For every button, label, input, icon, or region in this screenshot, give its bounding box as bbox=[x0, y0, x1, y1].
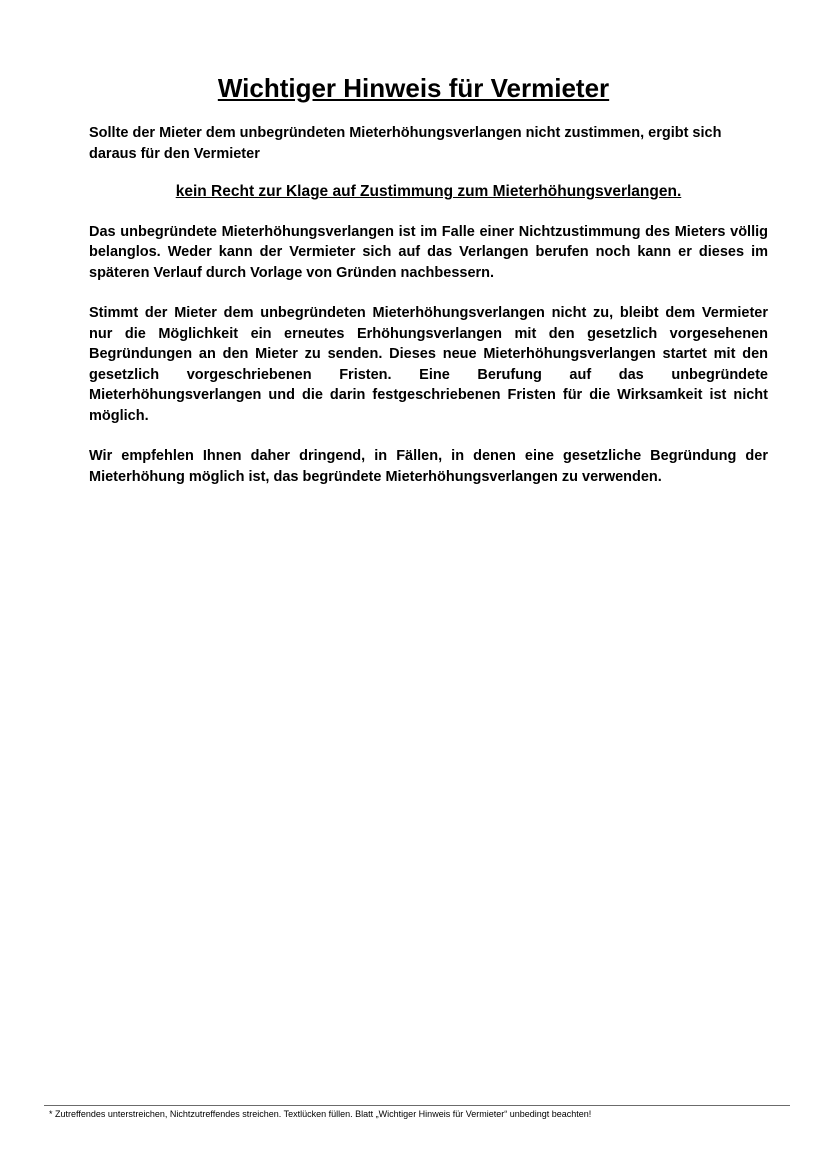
document-body bbox=[89, 123, 768, 507]
emphasis-statement: kein Recht zur Klage auf Zustimmung zum Mieterhöhungsverlangen. bbox=[175, 183, 682, 200]
page-title: Wichtiger Hinweis für Vermieter bbox=[217, 73, 610, 103]
paragraph-irrelevance: Das unbegründete Mieterhöhungsverlangen ist im Falle einer Nichtzustimmung des Mieters völlig belanglos. Weder kann der Vermieter sich auf das Verlangen berufen noch kann er dieses im späteren Verlauf durch Vorlage von Gründen nachbessern. bbox=[89, 223, 768, 281]
footer-divider bbox=[44, 1105, 790, 1106]
paragraph-recommendation: Wir empfehlen Ihnen daher dringend, in Fällen, in denen eine gesetzliche Begründung der Mieterhöhung möglich ist, das begründete Mieterhöhungsverlangen zu verwenden. bbox=[89, 448, 768, 485]
paragraph-new-request: Stimmt der Mieter dem unbegründeten Mieterhöhungsverlangen nicht zu, bleibt dem Vermieter nur die Möglichkeit ein erneutes Erhöhungsverlangen mit den gesetzlich vorgesehenen Begründungen an den Mieter zu senden. Dieses neue Mieterhöhungsverlangen startet mit den gesetzlich vorgeschriebenen Fristen. Eine Berufung auf das unbegründete Mieterhöhungsverlangen und die darin festgeschriebenen Fristen für die Wirksamkeit ist nicht möglich. bbox=[89, 305, 768, 424]
intro-paragraph: Sollte der Mieter dem unbegründeten Mieterhöhungsverlangen nicht zustimmen, ergibt sich daraus für den Vermieter bbox=[89, 125, 722, 162]
footer-note: * Zutreffendes unterstreichen, Nichtzutreffendes streichen. Textlücken füllen. Blatt „Wichtiger Hinweis für Vermieter“ unbedingt beachten! bbox=[49, 1109, 592, 1119]
